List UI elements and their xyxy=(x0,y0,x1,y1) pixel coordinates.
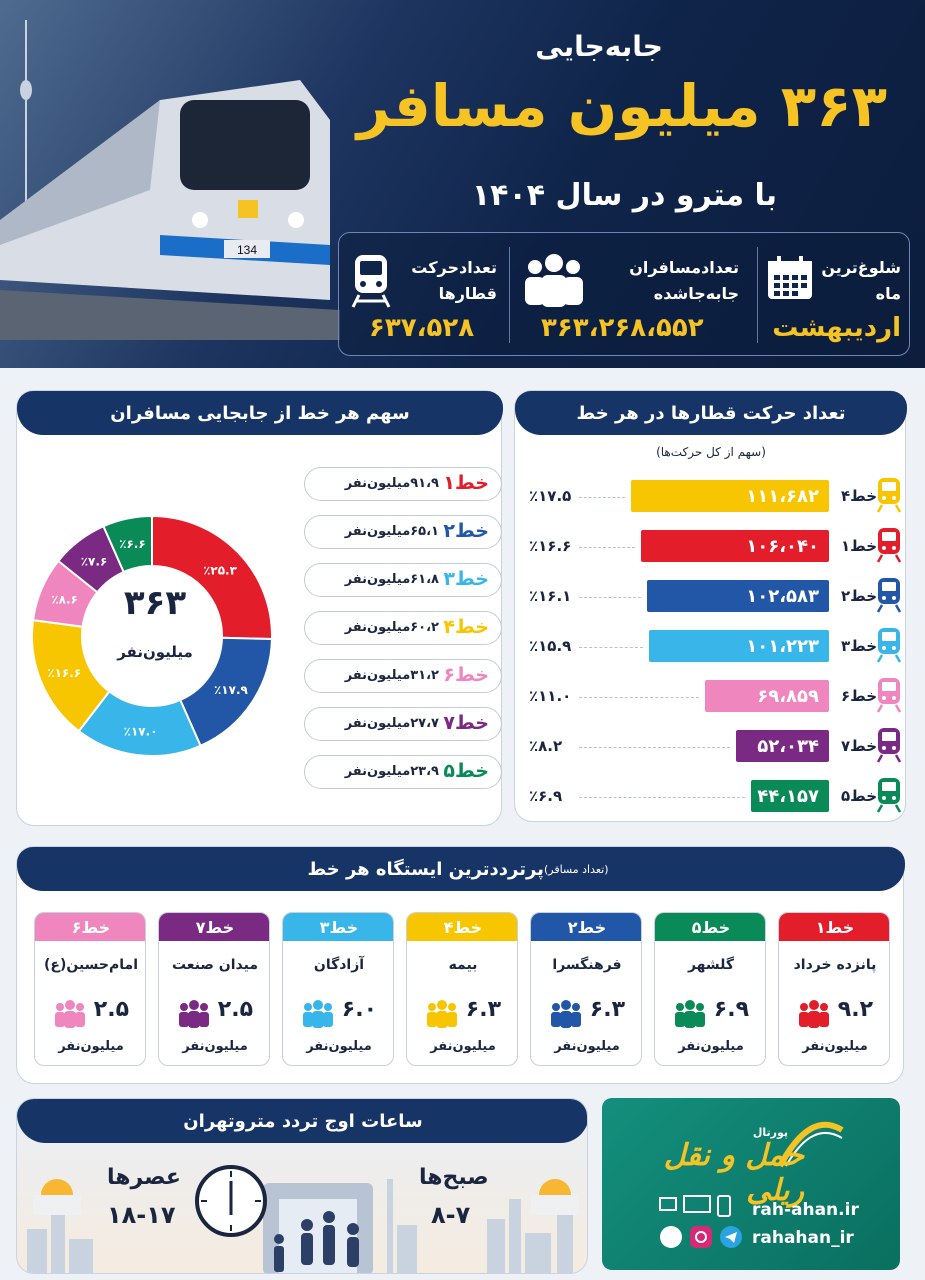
brand-logo-text: حمل و نقل ریلی xyxy=(663,1138,804,1208)
passenger-amount: ۹۱،۹میلیون‌نفر xyxy=(344,476,439,491)
line-name: خط۳ xyxy=(841,637,878,655)
brand-portal: پورتال xyxy=(752,1126,788,1139)
passengers-icon xyxy=(53,999,87,1033)
share-percent: ٪۱۶.۶ xyxy=(529,537,572,555)
header-banner xyxy=(0,0,925,368)
train-count-bar: ۵۲،۰۳۴ xyxy=(736,730,829,762)
station-name: امام‌حسین(ع) xyxy=(44,957,138,973)
station-line-badge: خط۶ xyxy=(35,913,146,941)
leader-line xyxy=(579,647,643,648)
train-icon xyxy=(875,627,903,667)
line-badge: خط۵ xyxy=(443,760,489,782)
stat-train-trips xyxy=(339,233,507,357)
morning-label: صبح‌ها xyxy=(419,1165,489,1190)
station-card xyxy=(282,912,394,1066)
train-icon xyxy=(875,527,903,567)
leader-line xyxy=(579,697,699,698)
passengers-icon xyxy=(797,999,831,1033)
stat-busiest-month xyxy=(759,233,911,357)
social-icons xyxy=(658,1224,746,1250)
train-count-row xyxy=(515,477,905,517)
train-icon xyxy=(875,677,903,717)
line-name: خط۴ xyxy=(841,487,878,505)
train-count-row xyxy=(515,777,905,817)
passengers-icon xyxy=(549,999,583,1033)
line-name: خط۱ xyxy=(841,537,878,555)
line-badge: خط۳ xyxy=(443,568,489,590)
stat-value: ۳۶۳،۲۶۸،۵۵۲ xyxy=(541,313,704,343)
station-name: بیمه xyxy=(448,957,478,973)
calendar-icon xyxy=(765,253,815,303)
leader-line xyxy=(579,497,625,498)
metro-train-image xyxy=(0,40,340,340)
station-value: ۶.۳ xyxy=(465,997,501,1022)
line-badge: خط۲ xyxy=(443,520,489,542)
station-name: میدان صنعت xyxy=(171,957,259,973)
share-percent: ٪۱۷.۵ xyxy=(529,487,572,505)
share-percent: ٪۱۶.۱ xyxy=(529,587,572,605)
stat-value: اردیبهشت xyxy=(772,313,901,343)
header-subline: با مترو در سال ۱۴۰۴ xyxy=(471,178,777,213)
train-count-row xyxy=(515,527,905,567)
passengers-icon xyxy=(301,999,335,1033)
station-line-badge: خط۲ xyxy=(531,913,642,941)
station-unit: میلیون‌نفر xyxy=(182,1039,248,1054)
station-unit: میلیون‌نفر xyxy=(678,1039,744,1054)
brand-card xyxy=(602,1098,900,1270)
passenger-donut-chart xyxy=(25,509,279,763)
donut-slice-label: ٪۱۷.۹ xyxy=(213,682,248,697)
evening-label: عصرها xyxy=(107,1165,181,1190)
passenger-share-row xyxy=(304,611,502,645)
leader-line xyxy=(579,597,641,598)
line-badge: خط۷ xyxy=(443,712,489,734)
panel-title: ساعات اوج تردد متروتهران xyxy=(17,1099,588,1143)
stat-passengers xyxy=(511,233,755,357)
brand-social[interactable]: rahahan_ir xyxy=(752,1228,854,1248)
station-card xyxy=(34,912,146,1066)
station-unit: میلیون‌نفر xyxy=(58,1039,124,1054)
city-skyline-illustration xyxy=(17,1159,588,1274)
station-card xyxy=(654,912,766,1066)
station-name: پانزده خرداد xyxy=(793,957,877,973)
passenger-share-row xyxy=(304,755,502,789)
share-percent: ٪۱۵.۹ xyxy=(529,637,572,655)
station-card xyxy=(530,912,642,1066)
donut-slice-label: ٪۱۷.۰ xyxy=(123,724,158,739)
line-badge: خط۱ xyxy=(443,472,489,494)
donut-center-value: ۳۶۳ xyxy=(123,583,187,623)
share-percent: ٪۸.۲ xyxy=(529,737,563,755)
stat-divider xyxy=(509,247,510,343)
train-count-row xyxy=(515,727,905,767)
passengers-icon xyxy=(673,999,707,1033)
donut-center-unit: میلیون‌نفر xyxy=(117,643,193,661)
donut-slice-label: ٪۱۶.۶ xyxy=(47,666,82,681)
station-line-badge: خط۱ xyxy=(779,913,890,941)
station-line-badge: خط۴ xyxy=(407,913,518,941)
line-badge: خط۶ xyxy=(443,664,489,686)
passengers-icon xyxy=(177,999,211,1033)
line-badge: خط۴ xyxy=(443,616,489,638)
passenger-share-row xyxy=(304,659,502,693)
passenger-share-row xyxy=(304,563,502,597)
train-icon xyxy=(875,477,903,517)
train-count-bar: ۱۰۱،۲۲۳ xyxy=(649,630,829,662)
clock-icon xyxy=(195,1165,267,1237)
donut-slice-label: ٪۷.۶ xyxy=(80,554,108,569)
passenger-share-panel xyxy=(16,390,502,826)
train-count-bar: ۱۰۶،۰۴۰ xyxy=(641,530,829,562)
passenger-amount: ۶۰،۲میلیون‌نفر xyxy=(344,620,439,635)
station-name: گلشهر xyxy=(687,957,735,973)
donut-slice-label: ٪۸.۶ xyxy=(51,592,78,607)
station-unit: میلیون‌نفر xyxy=(802,1039,868,1054)
station-card xyxy=(406,912,518,1066)
panel-title: سهم هر خط از جابجایی مسافران xyxy=(17,391,503,435)
donut-slice-label: ٪۶.۶ xyxy=(119,537,146,552)
passenger-share-row xyxy=(304,707,502,741)
station-unit: میلیون‌نفر xyxy=(554,1039,620,1054)
station-value: ۲.۵ xyxy=(93,997,129,1022)
donut-slice-label: ٪۲۵.۳ xyxy=(203,563,237,578)
station-value: ۶.۹ xyxy=(713,997,749,1022)
train-count-row xyxy=(515,627,905,667)
panel-note: (سهم از کل حرکت‌ها) xyxy=(656,445,766,459)
stations-title: پرترددترین ایستگاه هر خط xyxy=(307,858,544,880)
passengers-icon xyxy=(425,999,459,1033)
train-icon xyxy=(875,727,903,767)
leader-line xyxy=(579,747,730,748)
devices-icon xyxy=(658,1194,746,1218)
header-kicker: جابه‌جایی xyxy=(535,30,663,63)
stat-divider xyxy=(757,247,758,343)
header-headline: ۳۶۳ میلیون مسافر xyxy=(356,72,887,140)
passenger-amount: ۶۱،۸میلیون‌نفر xyxy=(344,572,439,587)
morning-time: ۸-۷ xyxy=(431,1201,471,1229)
passenger-amount: ۲۷،۷میلیون‌نفر xyxy=(344,716,439,731)
train-count-bar: ۶۹،۸۵۹ xyxy=(705,680,829,712)
station-value: ۶.۳ xyxy=(589,997,625,1022)
stat-value: ۶۳۷،۵۲۸ xyxy=(369,313,475,343)
station-name: آزادگان xyxy=(313,957,365,973)
passenger-amount: ۲۳،۹میلیون‌نفر xyxy=(344,764,439,779)
stat-label: شلوغ‌ترین ماه xyxy=(821,258,901,303)
station-card xyxy=(158,912,270,1066)
train-icon xyxy=(351,253,391,309)
station-unit: میلیون‌نفر xyxy=(306,1039,372,1054)
train-number: 134 xyxy=(236,243,258,257)
station-line-badge: خط۳ xyxy=(283,913,394,941)
station-line-badge: خط۵ xyxy=(655,913,766,941)
line-name: خط۲ xyxy=(841,587,878,605)
line-name: خط۵ xyxy=(841,787,878,805)
passenger-share-row xyxy=(304,467,502,501)
train-count-bar: ۱۱۱،۶۸۲ xyxy=(631,480,829,512)
train-icon xyxy=(875,577,903,617)
leader-line xyxy=(579,547,635,548)
panel-title xyxy=(17,847,905,891)
stat-label: تعدادمسافران جابه‌جاشده xyxy=(629,258,739,303)
evening-time: ۱۸-۱۷ xyxy=(107,1201,176,1229)
peak-hours-panel xyxy=(16,1098,588,1274)
stat-label: تعدادحرکت قطارها xyxy=(411,258,497,303)
brand-website[interactable]: rah-ahan.ir xyxy=(752,1200,859,1220)
train-count-bar: ۱۰۲،۵۸۳ xyxy=(647,580,829,612)
share-percent: ٪۶.۹ xyxy=(529,787,563,805)
station-value: ۲.۵ xyxy=(217,997,253,1022)
line-name: خط۷ xyxy=(841,737,878,755)
station-value: ۹.۲ xyxy=(837,997,873,1022)
leader-line xyxy=(579,797,745,798)
stations-note: (تعداد مسافر) xyxy=(543,862,609,876)
station-card xyxy=(778,912,890,1066)
station-value: ۶.۰ xyxy=(341,997,377,1022)
passenger-share-row xyxy=(304,515,502,549)
train-count-row xyxy=(515,677,905,717)
panel-title: تعداد حرکت قطارها در هر خط xyxy=(515,391,907,435)
station-unit: میلیون‌نفر xyxy=(430,1039,496,1054)
line-name: خط۶ xyxy=(841,687,878,705)
train-icon xyxy=(875,777,903,817)
passenger-amount: ۶۵،۱میلیون‌نفر xyxy=(344,524,439,539)
train-count-row xyxy=(515,577,905,617)
share-percent: ٪۱۱.۰ xyxy=(529,687,572,705)
stats-box xyxy=(338,232,910,356)
train-count-bar: ۴۴،۱۵۷ xyxy=(751,780,829,812)
passenger-amount: ۳۱،۲میلیون‌نفر xyxy=(344,668,439,683)
station-line-badge: خط۷ xyxy=(159,913,270,941)
station-name: فرهنگسرا xyxy=(552,957,622,973)
passengers-icon xyxy=(521,253,587,309)
train-counts-panel xyxy=(514,390,906,822)
